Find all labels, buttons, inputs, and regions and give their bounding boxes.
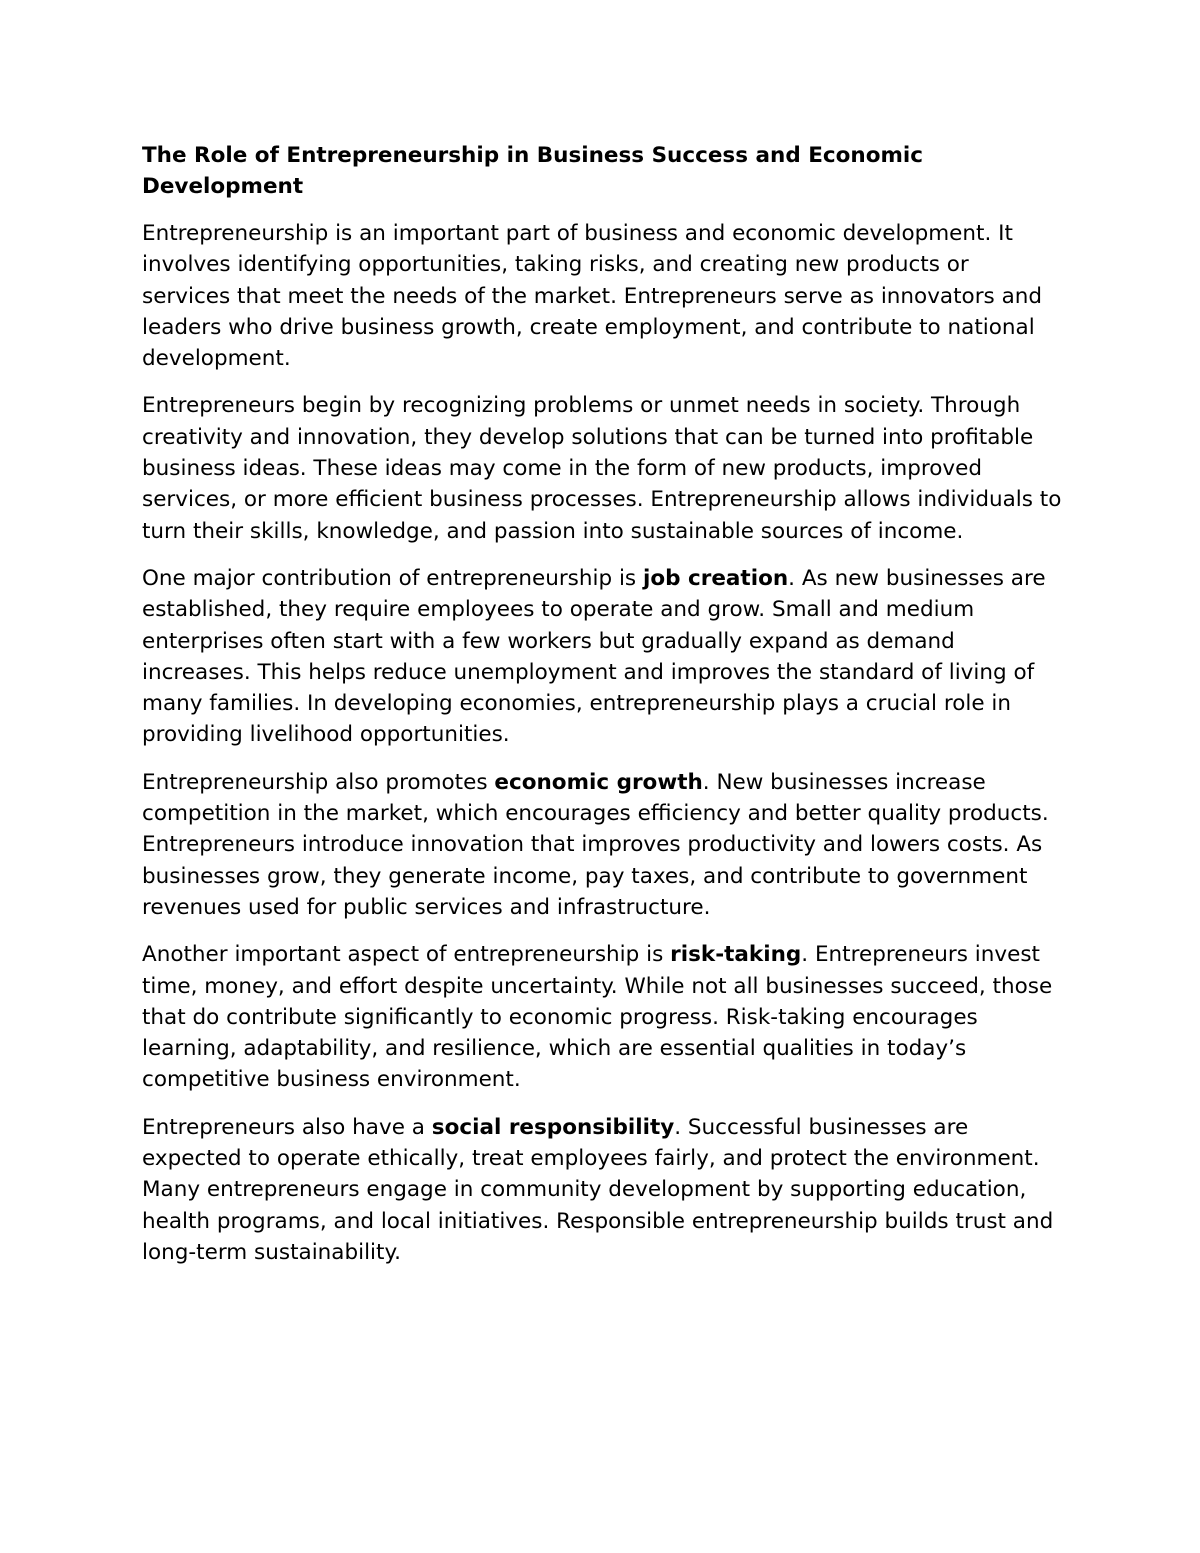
bold-term-job-creation: job creation xyxy=(642,565,789,591)
paragraph-risk-taking xyxy=(142,939,1062,1095)
paragraph-job-creation xyxy=(142,563,1062,751)
paragraph-economic-growth xyxy=(142,767,1062,923)
paragraph-text: Entrepreneurs begin by recognizing problems or unmet needs in society. Through creativity and innovation, they develop solutions that can be turned into profitable business ideas. These ideas may come in the form of new products, improved services, or more efficient business processes. Entrepreneurship allows individuals to turn their skills, knowledge, and passion into sustainable sources of income. xyxy=(142,393,1062,544)
paragraph-social-responsibility xyxy=(142,1112,1062,1268)
paragraph-text: Entrepreneurship is an important part of business and economic development. It involves identifying opportunities, taking risks, and creating new products or services that meet the needs of the market. Entrepreneurs serve as innovators and leaders who drive business growth, create employment, and contribute to national development. xyxy=(142,221,1043,372)
paragraph-text-after: . New businesses increase competition in the market, which encourages efficiency and better quality products. Entrepreneurs introduce innovation that improves productivity and lowers costs. As businesses grow, they generate income, pay taxes, and contribute to government revenues used for public services and infrastructure. xyxy=(142,769,1049,920)
document-page xyxy=(142,140,1062,1284)
paragraph-text-after: . As new businesses are established, they require employees to operate and grow. Small and medium enterprises often start with a few workers but gradually expand as demand increases. This helps reduce unemployment and improves the standard of living of many families. In developing economies, entrepreneurship plays a crucial role in providing livelihood opportunities. xyxy=(142,565,1046,748)
paragraph-text-after: . Successful businesses are expected to operate ethically, treat employees fairly, and protect the environment. Many entrepreneurs engage in community development by supporting education, health programs, and local initiatives. Responsible entrepreneurship builds trust and long-term sustainability. xyxy=(142,1114,1054,1265)
paragraph-introduction xyxy=(142,218,1062,374)
bold-term-risk-taking: risk-taking xyxy=(670,942,802,968)
paragraph-text-before: One major contribution of entrepreneurship is xyxy=(142,565,643,591)
paragraph-text-before: Entrepreneurship also promotes xyxy=(142,769,495,795)
paragraph-recognizing-problems xyxy=(142,390,1062,546)
bold-term-social-responsibility: social responsibility xyxy=(431,1114,675,1140)
paragraph-text-before: Another important aspect of entrepreneurship is xyxy=(142,942,671,968)
bold-term-economic-growth: economic growth xyxy=(494,769,703,795)
paragraph-text-before: Entrepreneurs also have a xyxy=(142,1114,432,1140)
document-title: The Role of Entrepreneurship in Business Success and Economic Development xyxy=(142,143,924,199)
paragraph-text-after: . Entrepreneurs invest time, money, and effort despite uncertainty. While not all businesses succeed, those that do contribute significantly to economic progress. Risk-taking encourages learning, adaptability, and resilience, which are essential qualities in today’s competitive business environment. xyxy=(142,942,1053,1093)
